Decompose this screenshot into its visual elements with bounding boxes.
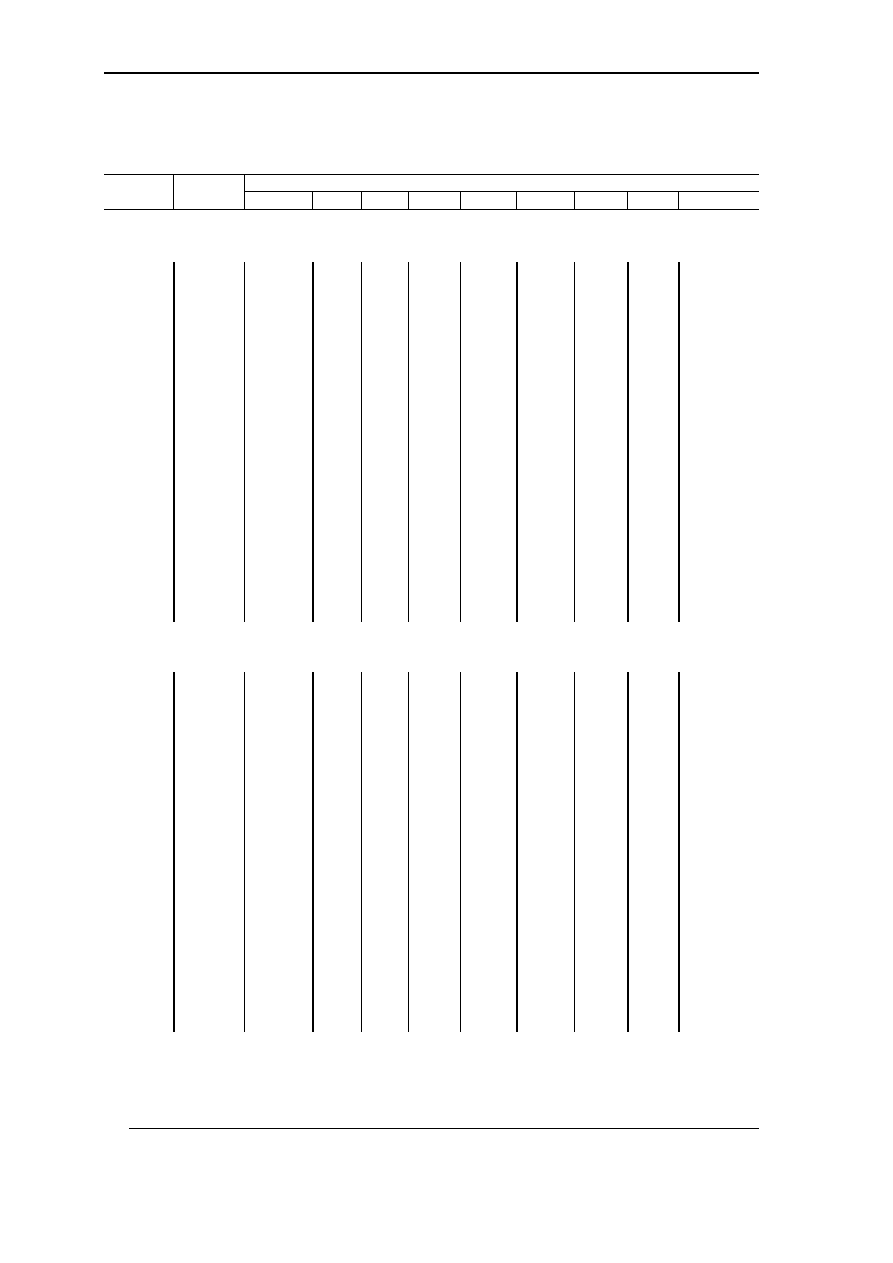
section-1-col-divider-7 (516, 262, 518, 622)
table-top-border (104, 174, 759, 175)
header-subcol-divider-3 (408, 191, 409, 210)
section-1-col-divider-5 (408, 262, 409, 622)
section-1-col-divider-10 (678, 262, 680, 622)
header-subcol-divider-5 (516, 191, 517, 210)
section-2-col-divider-6 (460, 672, 461, 1032)
section-2-col-divider-7 (516, 672, 518, 1032)
section-2-col-divider-9 (627, 672, 629, 1032)
footer-rule (129, 1128, 759, 1129)
header-subcol-divider-1 (312, 191, 313, 210)
section-1-col-divider-2 (244, 262, 245, 622)
section-1-col-divider-3 (312, 262, 314, 622)
section-2-col-divider-3 (312, 672, 314, 1032)
header-subcol-divider-6 (574, 191, 575, 210)
header-subcol-divider-7 (627, 191, 628, 210)
header-bottom-border (104, 209, 759, 210)
section-2-col-divider-2 (244, 672, 245, 1032)
header-subcol-divider-8 (678, 191, 679, 210)
section-1-col-divider-6 (460, 262, 461, 622)
section-2-col-divider-4 (361, 672, 362, 1032)
section-2-col-divider-5 (408, 672, 409, 1032)
section-2-col-divider-8 (574, 672, 575, 1032)
section-1-col-divider-9 (627, 262, 629, 622)
header-col-divider-1 (173, 174, 174, 210)
header-col-divider-2 (244, 174, 245, 210)
header-subcol-divider-2 (361, 191, 362, 210)
section-1-col-divider-1 (173, 262, 175, 622)
group-header-divider (245, 191, 759, 192)
section-1-col-divider-8 (574, 262, 575, 622)
section-2-col-divider-10 (678, 672, 680, 1032)
header-subcol-divider-4 (460, 191, 461, 210)
section-2-col-divider-1 (173, 672, 175, 1032)
section-1-col-divider-4 (361, 262, 362, 622)
